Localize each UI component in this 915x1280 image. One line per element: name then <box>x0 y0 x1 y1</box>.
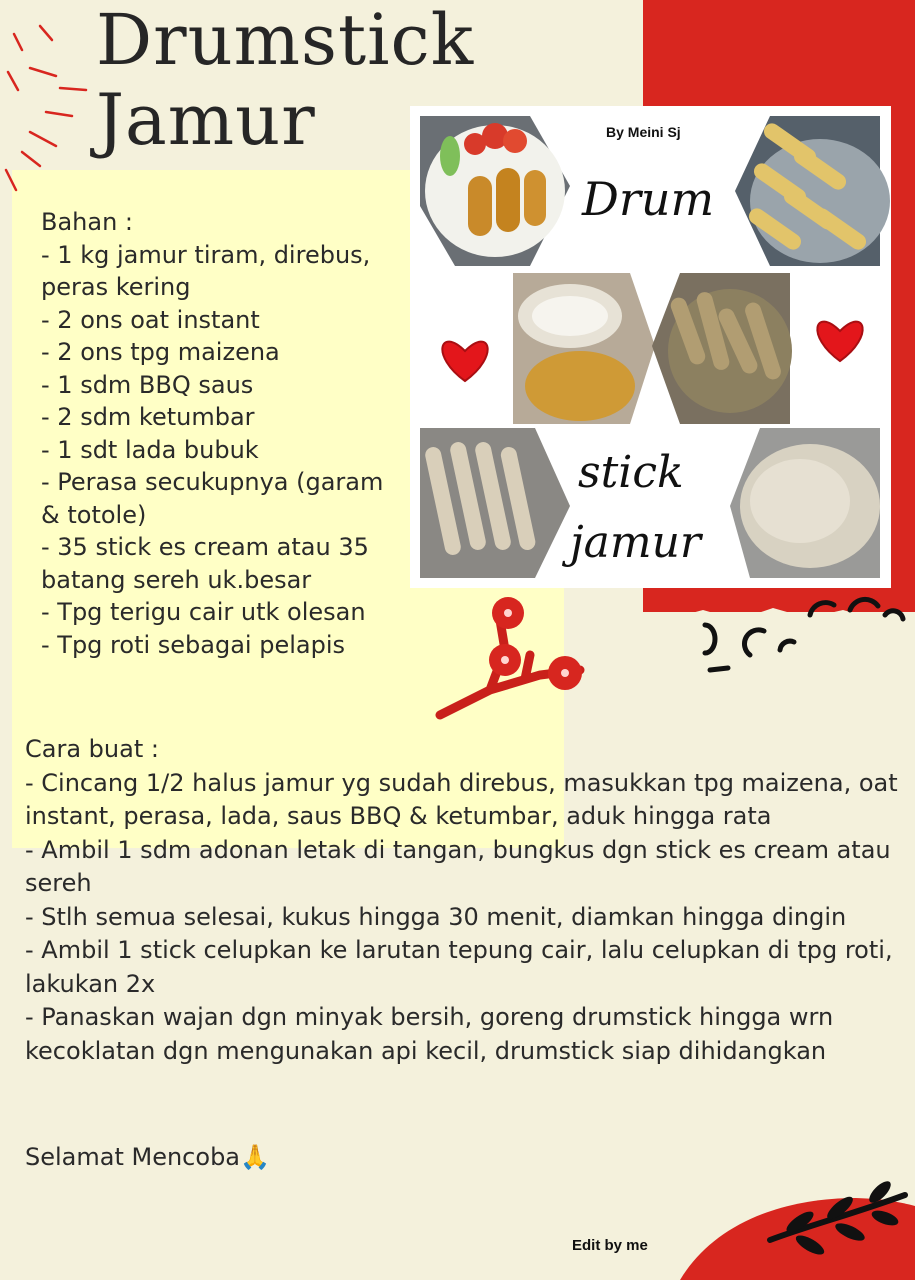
list-item: - 2 ons oat instant <box>41 305 260 334</box>
bottom-corner-decoration <box>680 1170 915 1280</box>
list-item: - Perasa secukupnya (garam & totole) <box>41 468 384 529</box>
heart-left-decoration <box>442 342 487 381</box>
title-line-1: Drumstick <box>96 0 475 81</box>
photo-wrapped-sticks <box>420 428 570 578</box>
blossom-branch-decoration <box>430 595 600 725</box>
closing-message: Selamat Mencoba🙏 <box>25 1143 270 1171</box>
photo-fried-drumsticks <box>420 116 570 266</box>
list-item: - Stlh semua selesai, kukus hingga 30 menit, diamkan hingga dingin <box>25 902 847 931</box>
title-line-2: Jamur <box>96 79 316 161</box>
steps-list <box>25 733 905 1068</box>
collage-script-drum: Drum <box>582 172 715 226</box>
list-item: - 1 sdm BBQ saus <box>41 370 254 399</box>
footer-credit: Edit by me <box>572 1237 648 1254</box>
list-item: - Ambil 1 sdm adonan letak di tangan, bungkus dgn stick es cream atau sereh <box>25 835 891 897</box>
list-item: - Tpg terigu cair utk olesan <box>41 598 366 626</box>
photo-raw-mushroom-sticks <box>652 273 792 424</box>
swirl-decoration <box>690 585 915 680</box>
photo-minced-mushroom <box>730 428 880 578</box>
list-item: - 2 ons tpg maizena <box>41 338 280 366</box>
list-item: - Panaskan wajan dgn minyak bersih, goreng drumstick hingga wrn kecoklatan dgn mengunakan api kecil, drumstick siap dihidangkan <box>25 1003 834 1065</box>
heart-right-decoration <box>817 322 862 361</box>
photo-batter-and-crumbs <box>513 273 655 424</box>
sunburst-decoration <box>0 20 90 200</box>
list-item: - Ambil 1 stick celupkan ke larutan tepung cair, lalu celupkan di tpg roti, lakukan 2x <box>25 936 893 998</box>
ingredients-list <box>41 206 401 661</box>
list-item: - Tpg roti sebagai pelapis <box>41 630 346 659</box>
list-item: - 35 stick es cream atau 35 batang sereh uk.besar <box>41 533 369 594</box>
ingredients-heading: Bahan : <box>41 208 134 236</box>
list-item: - 2 sdm ketumbar <box>41 403 255 431</box>
list-item: - Cincang 1/2 halus jamur yg sudah direbus, masukkan tpg maizena, oat instant, perasa, lada, saus BBQ & ketumbar, aduk hingga rata <box>25 768 898 830</box>
list-item: - 1 kg jamur tiram, direbus, peras kering <box>41 240 371 301</box>
collage-script-stick: stick <box>578 447 684 498</box>
photo-crumbed-sticks <box>735 116 890 266</box>
steps-heading: Cara buat : <box>25 735 159 763</box>
collage-script-jamur: jamur <box>570 517 701 568</box>
collage-credit: By Meini Sj <box>606 124 681 140</box>
list-item: - 1 sdt lada bubuk <box>41 435 259 464</box>
recipe-photo-collage <box>410 106 891 588</box>
